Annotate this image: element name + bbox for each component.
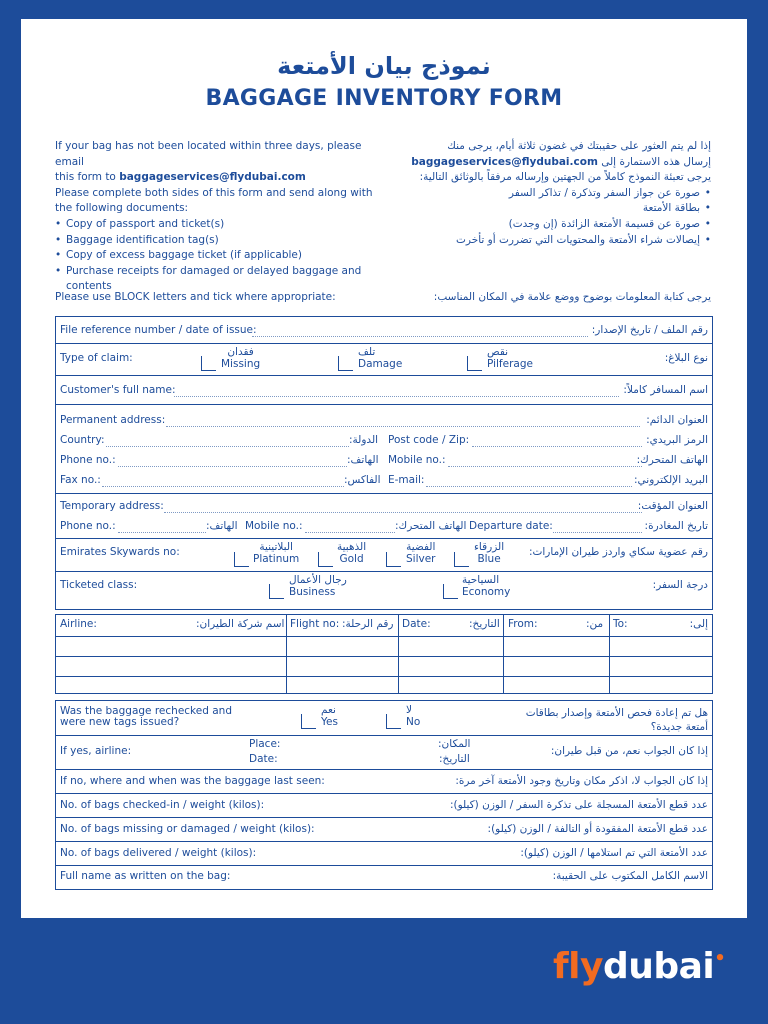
economy-checkbox[interactable] bbox=[443, 584, 458, 599]
permanent-address-field[interactable] bbox=[166, 426, 640, 427]
temp-phone-label: Phone no.: bbox=[60, 520, 116, 532]
platinum-checkbox[interactable] bbox=[234, 552, 249, 567]
flight-no-header-ar: رقم الرحلة: bbox=[342, 618, 394, 630]
checked-in-row bbox=[56, 794, 712, 818]
temporary-address-section bbox=[56, 494, 712, 539]
recheck-label-2: were new tags issued? bbox=[60, 716, 180, 728]
phone-label-ar: الهاتف: bbox=[347, 454, 379, 466]
fax-label: Fax no.: bbox=[60, 474, 101, 486]
intro-ar-line-1: إذا لم يتم العثور على حقيبتك في غضون ثلاثة أيام، يرجى منك bbox=[447, 140, 711, 152]
departure-date-label-ar: تاريخ المغادرة: bbox=[644, 520, 708, 532]
missing-bags-label-ar: عدد قطع الأمتعة المفقودة أو التالفة / الوزن (كيلو): bbox=[487, 823, 708, 835]
claim-type-label-ar: نوع البلاغ: bbox=[664, 352, 708, 364]
missing-bags-row bbox=[56, 818, 712, 842]
skywards-label: Emirates Skywards no: bbox=[60, 546, 180, 558]
business-checkbox[interactable] bbox=[269, 584, 284, 599]
airline-header-ar: اسم شركة الطيران: bbox=[196, 618, 285, 630]
mobile-label: Mobile no.: bbox=[388, 454, 446, 466]
damage-checkbox[interactable] bbox=[338, 356, 353, 371]
block-letters-note: Please use BLOCK letters and tick where appropriate: bbox=[55, 291, 336, 303]
mobile-field[interactable] bbox=[448, 466, 642, 467]
last-seen-row bbox=[56, 770, 712, 794]
silver-option: الفضية Silver bbox=[406, 541, 436, 565]
fax-label-ar: الفاكس: bbox=[344, 474, 381, 486]
checked-in-label-ar: عدد قطع الأمتعة المسجلة على تذكرة السفر / الوزن (كيلو): bbox=[449, 799, 708, 811]
intro-arabic bbox=[411, 139, 711, 248]
platinum-option: البلاتينية Platinum bbox=[253, 541, 300, 565]
claim-type-label: Type of claim: bbox=[60, 352, 133, 364]
delivered-bags-label: No. of bags delivered / weight (kilos): bbox=[60, 847, 257, 859]
temp-phone-label-ar: الهاتف: bbox=[206, 520, 238, 532]
full-name-bag-label-ar: الاسم الكامل المكتوب على الحقيبة: bbox=[552, 870, 708, 882]
delivered-bags-label-ar: عدد الأمتعة التي تم استلامها / الوزن (كيلو): bbox=[520, 847, 708, 859]
intro-line-2: this form to bbox=[55, 171, 120, 184]
ticketed-class-label: Ticketed class: bbox=[60, 579, 138, 591]
recheck-label-ar-1: هل تم إعادة فحص الأمتعة وإصدار بطاقات bbox=[525, 707, 708, 719]
no-option: لا No bbox=[406, 704, 421, 728]
missing-bags-label: No. of bags missing or damaged / weight (kilos): bbox=[60, 823, 315, 835]
doc-item: • Baggage identification tag(s) bbox=[66, 233, 375, 249]
full-name-bag-label: Full name as written on the bag: bbox=[60, 870, 231, 882]
customer-details-box bbox=[55, 316, 713, 610]
country-field[interactable] bbox=[106, 446, 349, 447]
gold-checkbox[interactable] bbox=[318, 552, 333, 567]
file-ref-label: File reference number / date of issue: bbox=[60, 324, 257, 336]
place-label-ar: المكان: bbox=[438, 738, 471, 750]
delivered-bags-row bbox=[56, 842, 712, 866]
country-label: Country: bbox=[60, 434, 105, 446]
email-link[interactable]: baggageservices@flydubai.com bbox=[119, 171, 306, 184]
skywards-label-ar: رقم عضوية سكاي واردز طيران الإمارات: bbox=[528, 546, 708, 558]
date-header: Date: bbox=[402, 618, 431, 630]
to-header-ar: إلى: bbox=[689, 618, 708, 630]
temp-phone-field[interactable] bbox=[118, 532, 206, 533]
last-seen-label-ar: إذا كان الجواب لا، اذكر مكان وتاريخ وجود الأمتعة آخر مرة: bbox=[455, 775, 708, 787]
missing-checkbox[interactable] bbox=[201, 356, 216, 371]
intro-instructions: Please complete both sides of this form and send along with the following documents: bbox=[55, 186, 373, 215]
phone-label: Phone no.: bbox=[60, 454, 116, 466]
permanent-address-label: Permanent address: bbox=[60, 414, 166, 426]
flight-no-header: Flight no: bbox=[290, 618, 340, 630]
to-header: To: bbox=[613, 618, 628, 630]
country-label-ar: الدولة: bbox=[349, 434, 379, 446]
checked-in-label: No. of bags checked-in / weight (kilos): bbox=[60, 799, 265, 811]
airline-header: Airline: bbox=[60, 618, 97, 630]
doc-item-ar: • إيصالات شراء الأمتعة والمحتويات التي تضررت أو تأخرت bbox=[411, 233, 700, 249]
phone-field[interactable] bbox=[118, 466, 347, 467]
temporary-address-label-ar: العنوان المؤقت: bbox=[637, 500, 708, 512]
departure-date-field[interactable] bbox=[553, 532, 642, 533]
postcode-label-ar: الرمز البريدي: bbox=[646, 434, 708, 446]
ticketed-class-label-ar: درجة السفر: bbox=[652, 579, 708, 591]
recheck-label-ar-2: أمتعة جديدة؟ bbox=[650, 721, 708, 733]
recheck-label-1: Was the baggage rechecked and bbox=[60, 705, 232, 717]
date-label: Date: bbox=[249, 753, 278, 765]
temporary-address-label: Temporary address: bbox=[60, 500, 164, 512]
pilferage-option: نقص Pilferage bbox=[487, 346, 533, 370]
email-label-ar: البريد الإلكتروني: bbox=[634, 474, 708, 486]
from-header: From: bbox=[508, 618, 538, 630]
silver-checkbox[interactable] bbox=[386, 552, 401, 567]
doc-item: • Copy of excess baggage ticket (if applicable) bbox=[66, 248, 375, 264]
doc-item-ar: • صورة عن قسيمة الأمتعة الزائدة (إن وجدت) bbox=[411, 217, 700, 233]
if-yes-row bbox=[56, 736, 712, 770]
if-yes-label-ar: إذا كان الجواب نعم، من قبل طيران: bbox=[550, 745, 708, 757]
from-header-ar: من: bbox=[586, 618, 604, 630]
last-seen-label: If no, where and when was the baggage last seen: bbox=[60, 775, 325, 787]
business-option: رجال الأعمال Business bbox=[289, 574, 347, 598]
intro-ar-line-2: إرسال هذه الاستمارة إلى bbox=[601, 155, 711, 168]
recheck-row bbox=[56, 701, 712, 736]
customer-name-label-ar: اسم المسافر كاملاً: bbox=[623, 384, 708, 396]
customer-name-row bbox=[56, 376, 712, 405]
full-name-bag-row bbox=[56, 866, 712, 888]
mobile-label-ar: الهاتف المتحرك: bbox=[636, 454, 708, 466]
intro-line-1: If your bag has not been located within three days, please email bbox=[55, 140, 362, 168]
temporary-address-field[interactable] bbox=[164, 512, 642, 513]
ticketed-class-row bbox=[56, 572, 712, 605]
blue-checkbox[interactable] bbox=[454, 552, 469, 567]
title-english: BAGGAGE INVENTORY FORM bbox=[205, 86, 563, 111]
intro-english bbox=[55, 139, 375, 295]
damage-option: تلف Damage bbox=[358, 346, 403, 370]
economy-option: السياحية Economy bbox=[462, 574, 511, 598]
doc-item-ar: • بطاقة الأمتعة bbox=[411, 201, 700, 217]
missing-option: فقدان Missing bbox=[221, 346, 261, 370]
email-field[interactable] bbox=[426, 486, 632, 487]
email-label: E-mail: bbox=[388, 474, 425, 486]
customer-name-label: Customer's full name: bbox=[60, 384, 176, 396]
temp-mobile-field[interactable] bbox=[305, 532, 395, 533]
file-reference-row bbox=[56, 317, 712, 344]
yes-option: نعم Yes bbox=[321, 704, 338, 728]
temp-mobile-label: Mobile no.: bbox=[245, 520, 303, 532]
pilferage-checkbox[interactable] bbox=[467, 356, 482, 371]
file-ref-field[interactable] bbox=[252, 336, 588, 337]
place-label: Place: bbox=[249, 738, 281, 750]
skywards-row bbox=[56, 539, 712, 572]
claim-type-row bbox=[56, 344, 712, 376]
email-link-ar[interactable]: baggageservices@flydubai.com bbox=[411, 155, 598, 168]
file-ref-label-ar: رقم الملف / تاريخ الإصدار: bbox=[591, 324, 708, 336]
gold-option: الذهبية Gold bbox=[337, 541, 367, 565]
doc-item: • Copy of passport and ticket(s) bbox=[66, 217, 375, 233]
if-yes-label: If yes, airline: bbox=[60, 745, 132, 757]
doc-item: • Purchase receipts for damaged or delayed baggage and contents bbox=[66, 264, 375, 295]
doc-item-ar: • صورة عن جواز السفر وتذكرة / تذاكر السفر bbox=[411, 186, 700, 202]
permanent-address-label-ar: العنوان الدائم: bbox=[646, 414, 708, 426]
date-header-ar: التاريخ: bbox=[469, 618, 500, 630]
yes-checkbox[interactable] bbox=[301, 714, 316, 729]
no-checkbox[interactable] bbox=[386, 714, 401, 729]
fax-field[interactable] bbox=[102, 486, 344, 487]
blue-option: الزرقاء Blue bbox=[474, 541, 505, 565]
title-arabic: نموذج بيان الأمتعة bbox=[277, 52, 491, 80]
permanent-address-section bbox=[56, 405, 712, 494]
postcode-field[interactable] bbox=[472, 446, 642, 447]
baggage-details-box bbox=[55, 700, 713, 890]
postcode-label: Post code / Zip: bbox=[388, 434, 470, 446]
flight-table bbox=[55, 614, 713, 694]
customer-name-field[interactable] bbox=[174, 396, 619, 397]
flydubai-logo: flydubai• bbox=[553, 946, 726, 987]
block-letters-note-ar: يرجى كتابة المعلومات بوضوح ووضع علامة في المكان المناسب: bbox=[433, 291, 711, 303]
date-label-ar: التاريخ: bbox=[439, 753, 470, 765]
temp-mobile-label-ar: الهاتف المتحرك: bbox=[395, 520, 467, 532]
intro-ar-instructions: يرجى تعبئة النموذج كاملاً من الجهتين وإرساله مرفقاً بالوثائق التالية: bbox=[419, 171, 711, 184]
departure-date-label: Departure date: bbox=[469, 520, 553, 532]
